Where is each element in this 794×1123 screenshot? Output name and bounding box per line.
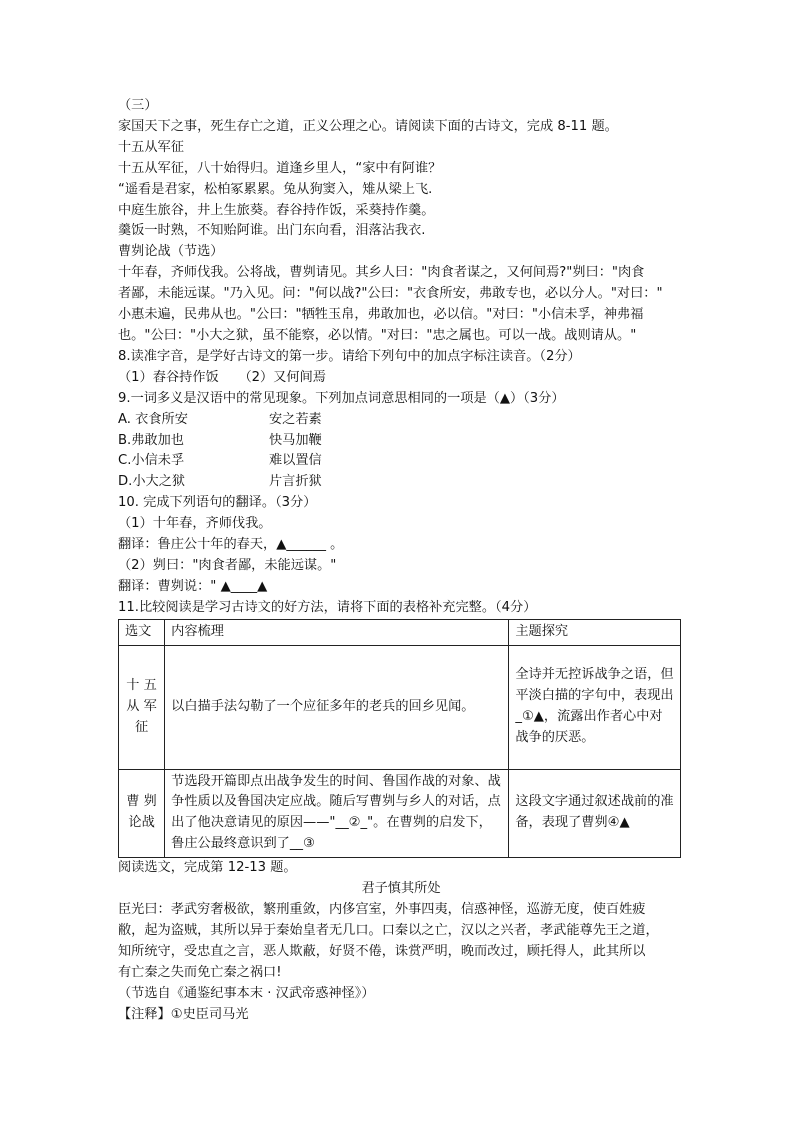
prose-line: 也。"公曰："小大之狱，虽不能察，必以情。"对曰："忠之属也。可以一战。战则请从。" — [118, 327, 637, 343]
question-9-option — [118, 451, 684, 472]
option-compare: 安之若素 — [269, 411, 322, 427]
comparison-table — [118, 619, 681, 859]
passage-line: 知所统守，受忠直之言，恶人欺蔽，好贤不倦，诛赏严明，晚而改过，顾托得人，此其所以 — [118, 943, 646, 959]
option-compare: 片言折狱 — [269, 474, 322, 490]
poem-title: 十五从军征 — [118, 139, 184, 155]
question-10-stem: 10. 完成下列语句的翻译。（3分） — [118, 495, 317, 511]
question-10-translation-1: 翻译：鲁庄公十年的春天，▲______ 。 — [118, 537, 344, 553]
prose-line: 小惠未遍，民弗从也。"公曰："牺牲玉帛，弗敢加也，必以信。"对曰："小信未孚，神弗福 — [118, 307, 644, 323]
passage-line: 有亡秦之失而免亡秦之祸口! — [118, 964, 282, 980]
option-compare: 难以置信 — [269, 453, 322, 469]
passage-title: 君子慎其所处 — [361, 881, 441, 897]
question-9-option — [118, 410, 684, 431]
passage-line: 臣光曰：孝武穷奢极欲，繁刑重敛，内侈宫室，外事四夷，信惑神怪，巡游无度，使百姓疲 — [118, 902, 646, 917]
prose-line: 十年春，齐师伐我。公将战，曹刿请见。其乡人曰："肉食者谋之，又何间焉?"刿曰："肉食 — [118, 265, 645, 281]
question-10-sentence-2: （2）刿曰："肉食者鄙，未能远谋。" — [118, 557, 337, 573]
question-10-sentence-1: （1）十年春，齐师伐我。 — [118, 516, 272, 532]
option-phrase: C.小信未孚 — [118, 453, 185, 469]
poem-line: “遥看是君家，松柏冢累累。兔从狗窦入，雉从梁上飞. — [118, 181, 433, 197]
question-9-stem: 9.一词多义是汉语中的常见现象。下列加点词意思相同的一项是（▲）（3分） — [118, 390, 565, 406]
question-12-intro: 阅读选文，完成第 12-13 题。 — [118, 860, 297, 876]
prose-line: 者鄙，未能远谋。"乃入见。问："何以战?"公曰："衣食所安，弗敢专也，必以分人。"对曰：" — [118, 286, 663, 302]
table-cell-title: 曹 刿 论战 — [119, 769, 165, 858]
question-8-items: （1）舂谷持作饭 （2）又何间焉 — [118, 369, 326, 385]
table-cell-content: 以白描手法勾勒了一个应征多年的老兵的回乡见闻。 — [165, 645, 509, 769]
table-header: 内容梳理 — [165, 619, 509, 645]
option-phrase: D.小大之狱 — [118, 474, 186, 490]
table-header: 选文 — [119, 619, 165, 645]
table-cell-content: 节选段开篇即点出战争发生的时间、鲁国作战的对象、战争性质以及鲁国决定应战。随后写曹刿与乡人的对话，点出了他决意请见的原因——"__②_"。在曹刿的启发下，鲁庄公最终意识到了__③ — [165, 769, 509, 858]
passage-note: 【注释】①史臣司马光 — [118, 1006, 249, 1022]
question-10-translation-2: 翻译：曹刿说：" ▲____▲ — [118, 578, 268, 594]
poem-line: 中庭生旅谷，井上生旅葵。舂谷持作饭，采葵持作羹。 — [118, 202, 435, 218]
section-heading: （三） — [118, 98, 158, 113]
table-row — [119, 769, 681, 858]
poem-line: 十五从军征，八十始得归。道逢乡里人，“家中有阿谁？ — [118, 160, 442, 176]
option-compare: 快马加鞭 — [269, 432, 322, 448]
poem-line: 羹饭一时熟，不知贻阿谁。出门东向看，泪落沾我衣. — [118, 223, 426, 239]
question-11-stem: 11.比较阅读是学习古诗文的好方法，请将下面的表格补充完整。（4分） — [118, 599, 537, 615]
question-9-option — [118, 472, 684, 493]
section-intro: 家国天下之事，死生存亡之道，正义公理之心。请阅读下面的古诗文，完成 8-11 题。 — [118, 118, 618, 134]
passage-line: 敝，起为盗贼，其所以异于秦始皇者无几口。口秦以之亡，汉以之兴者，孝武能尊先王之道， — [118, 922, 659, 938]
prose-title: 曹刿论战（节选） — [118, 244, 224, 260]
table-cell-title: 十 五 从 军 征 — [119, 645, 165, 769]
exam-page — [118, 96, 684, 1025]
question-8-stem: 8.读准字音，是学好古诗文的第一步。请给下列句中的加点字标注读音。（2分） — [118, 348, 581, 364]
table-cell-theme: 这段文字通过叙述战前的准备，表现了曹刿④▲ — [509, 769, 681, 858]
option-phrase: A. 衣食所安 — [118, 411, 188, 427]
question-9-option — [118, 431, 684, 452]
passage-source: （节选自《通鉴纪事本末 · 汉武帝惑神怪》） — [118, 985, 375, 1001]
table-row — [119, 645, 681, 769]
table-header-row — [119, 619, 681, 645]
table-cell-theme: 全诗并无控诉战争之语，但平淡白描的字句中，表现出_①▲，流露出作者心中对战争的厌恶。 — [509, 645, 681, 769]
option-phrase: B.弗敢加也 — [118, 432, 184, 448]
table-header: 主题探究 — [509, 619, 681, 645]
